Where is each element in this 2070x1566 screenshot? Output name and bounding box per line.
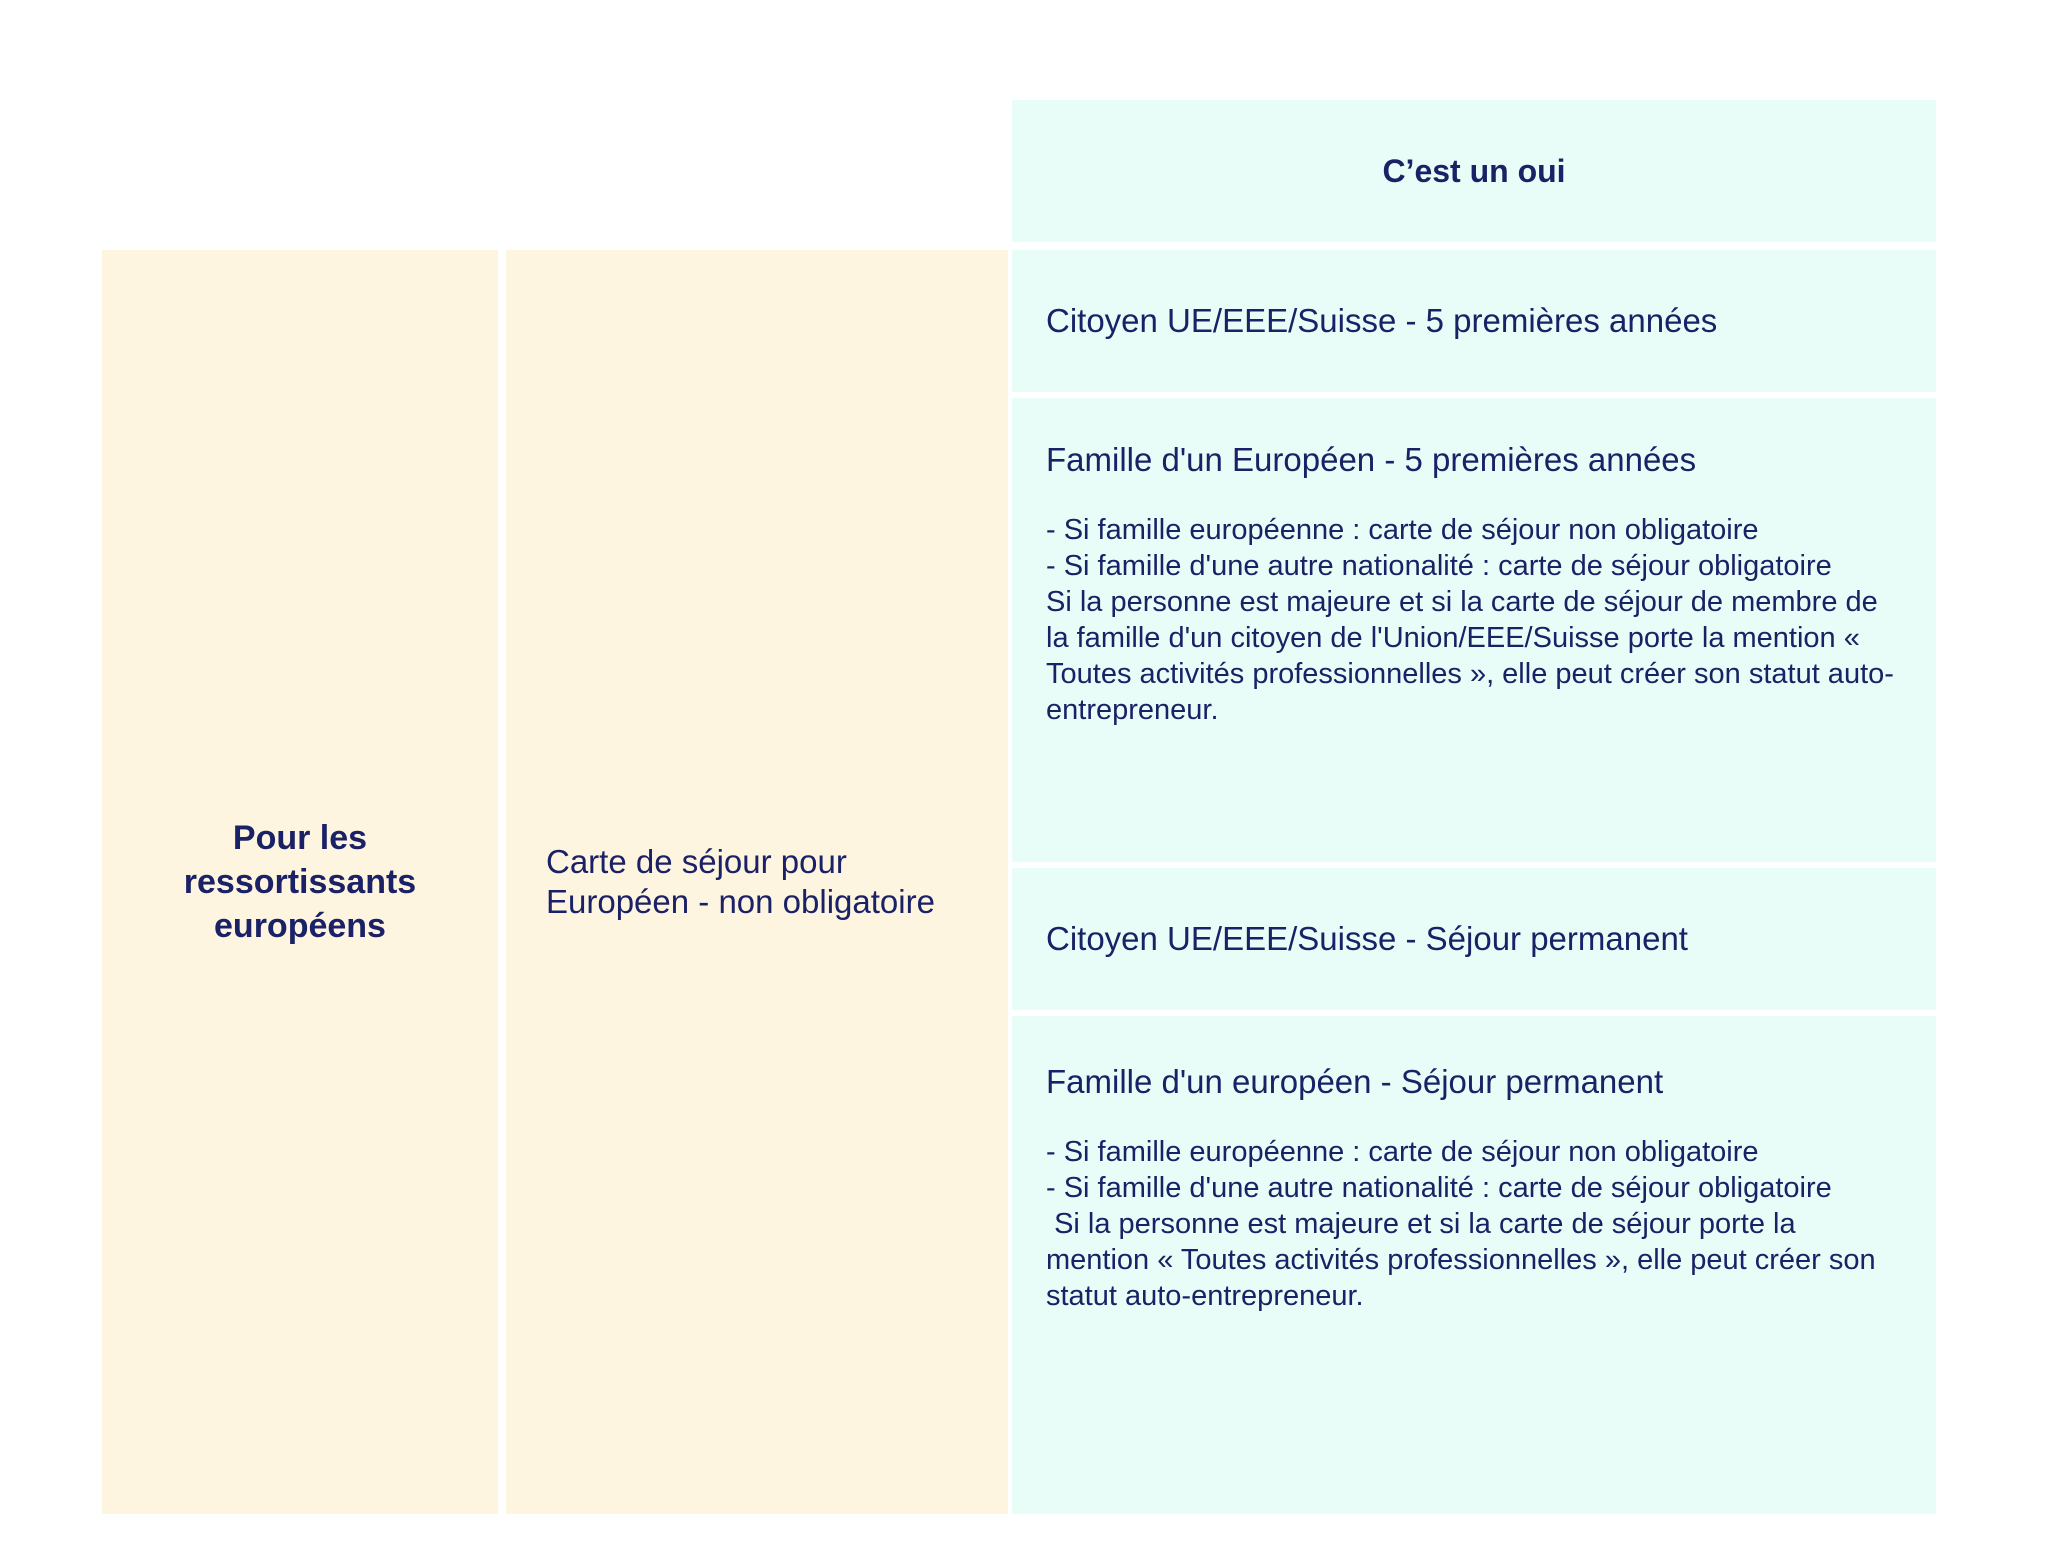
status-row-eu-family-first-5-years — [1012, 398, 1936, 862]
row-note: Si la personne est majeure et si la carte de séjour porte la mention « Toutes activités professionnelles », elle peut créer son statut auto-entrepreneur. — [1046, 1208, 1884, 1312]
row-notes — [1046, 1134, 1902, 1314]
column-header — [1012, 100, 1936, 242]
row-note: - Si famille européenne : carte de séjour non obligatoire — [1046, 1136, 1759, 1168]
row-notes — [1046, 512, 1902, 728]
group-label: Pour les ressortissants européens — [183, 819, 417, 945]
group-cell — [102, 250, 498, 1514]
row-title: Citoyen UE/EEE/Suisse - Séjour permanent — [1046, 920, 1688, 957]
row-title: Famille d'un Européen - 5 premières années — [1046, 441, 1697, 478]
status-row-eu-family-permanent — [1012, 1016, 1936, 1514]
row-title: Citoyen UE/EEE/Suisse - 5 premières années — [1046, 302, 1718, 339]
column-header-title: C’est un oui — [1382, 152, 1566, 189]
row-note: - Si famille d'une autre nationalité : carte de séjour obligatoire — [1046, 1172, 1832, 1204]
document-cell — [506, 250, 1008, 1514]
status-row-eu-citizen-first-5-years — [1012, 250, 1936, 392]
row-note: Si la personne est majeure et si la carte de séjour de membre de la famille d'un citoyen de l'Union/EEE/Suisse porte la mention « Toutes activités professionnelles », elle peut créer son statut auto-entrepreneur. — [1046, 586, 1894, 726]
row-title: Famille d'un européen - Séjour permanent — [1046, 1063, 1664, 1100]
row-note: - Si famille d'une autre nationalité : carte de séjour obligatoire — [1046, 550, 1832, 582]
row-note: - Si famille européenne : carte de séjour non obligatoire — [1046, 514, 1759, 546]
status-row-eu-citizen-permanent — [1012, 868, 1936, 1010]
document-label: Carte de séjour pour Européen - non obligatoire — [546, 843, 935, 920]
